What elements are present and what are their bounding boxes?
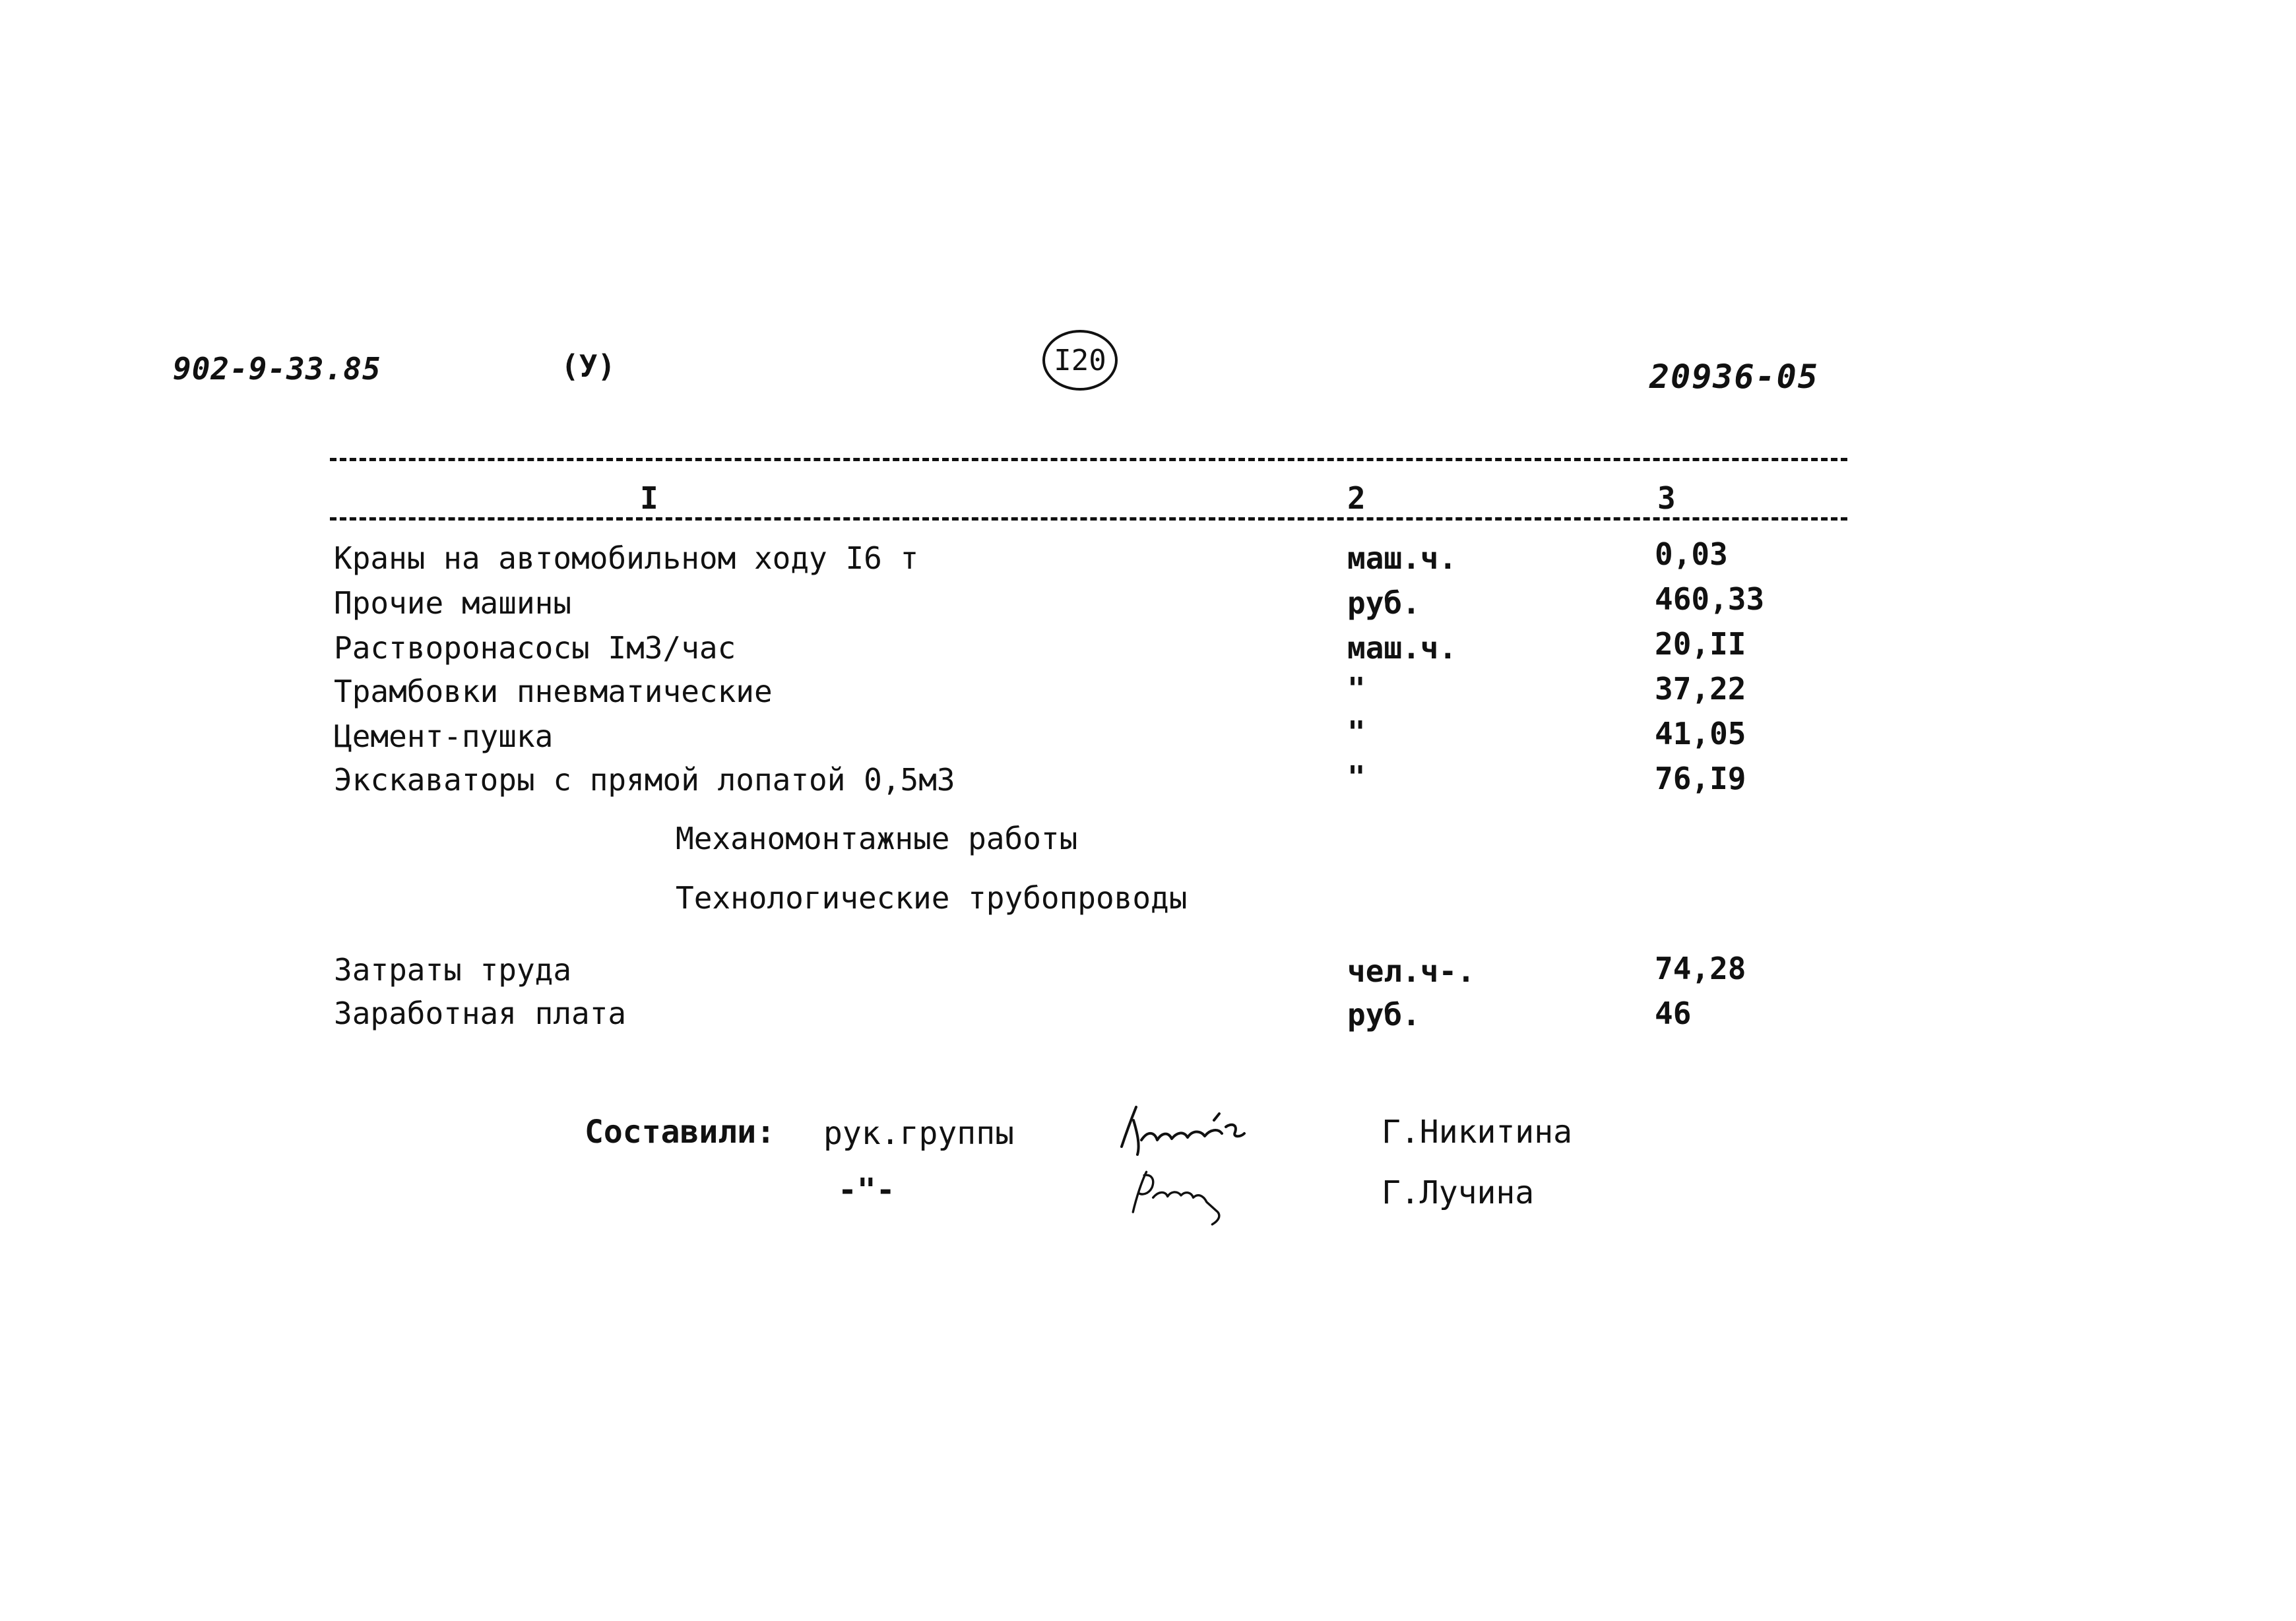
row-value: 76,I9 (1655, 761, 1746, 796)
row-unit: маш.ч. (1347, 630, 1457, 666)
row-unit: " (1347, 671, 1366, 707)
signer-name-1: Г.Никитина (1382, 1114, 1572, 1151)
row-unit: " (1347, 759, 1366, 795)
section-title-pipelines: Технологические трубопроводы (676, 880, 1188, 916)
document-code: 902-9-33.85 (173, 351, 381, 387)
signer-name-2: Г.Лучина (1382, 1174, 1535, 1211)
column-header-3: 3 (1657, 480, 1676, 516)
row-value: 74,28 (1655, 951, 1746, 986)
row-unit: " (1347, 715, 1366, 750)
page-number-circle (1042, 330, 1118, 391)
column-header-1: I (640, 480, 658, 516)
row-value: 460,33 (1655, 581, 1765, 617)
row-value: 20,II (1655, 626, 1746, 662)
row-name: Трамбовки пневматические (334, 674, 773, 709)
row-value: 46 (1655, 996, 1692, 1031)
signature-role-1: рук.группы (823, 1115, 1014, 1152)
handwritten-signature-2 (1108, 1159, 1254, 1231)
signature-role-2: -"- (838, 1172, 895, 1209)
inventory-number: 20936-05 (1649, 358, 1819, 396)
table-top-rule (330, 458, 1847, 461)
section-title-mechanical: Механомонтажные работы (676, 821, 1078, 856)
row-unit: руб. (1347, 585, 1420, 621)
row-name: Затраты труда (334, 952, 572, 988)
row-name: Цемент-пушка (334, 718, 554, 754)
row-value: 37,22 (1655, 671, 1746, 707)
row-value: 0,03 (1655, 536, 1728, 572)
row-name: Экскаваторы с прямой лопатой 0,5м3 (334, 762, 955, 798)
document-mark: (У) (561, 348, 616, 384)
handwritten-signature-1 (1108, 1094, 1254, 1166)
row-name: Краны на автомобильном ходу I6 т (334, 540, 919, 576)
row-name: Заработная плата (334, 996, 627, 1031)
signature-label: Составили: (585, 1114, 775, 1151)
row-unit: маш.ч. (1347, 540, 1457, 576)
table-header-rule (330, 517, 1847, 521)
row-name: Растворонасосы Iм3/час (334, 630, 736, 666)
row-unit: руб. (1347, 997, 1420, 1033)
column-header-2: 2 (1347, 480, 1366, 516)
row-name: Прочие машины (334, 585, 572, 621)
row-value: 41,05 (1655, 716, 1746, 751)
page-number: I20 (1054, 343, 1106, 377)
row-unit: чел.ч-. (1347, 953, 1475, 989)
